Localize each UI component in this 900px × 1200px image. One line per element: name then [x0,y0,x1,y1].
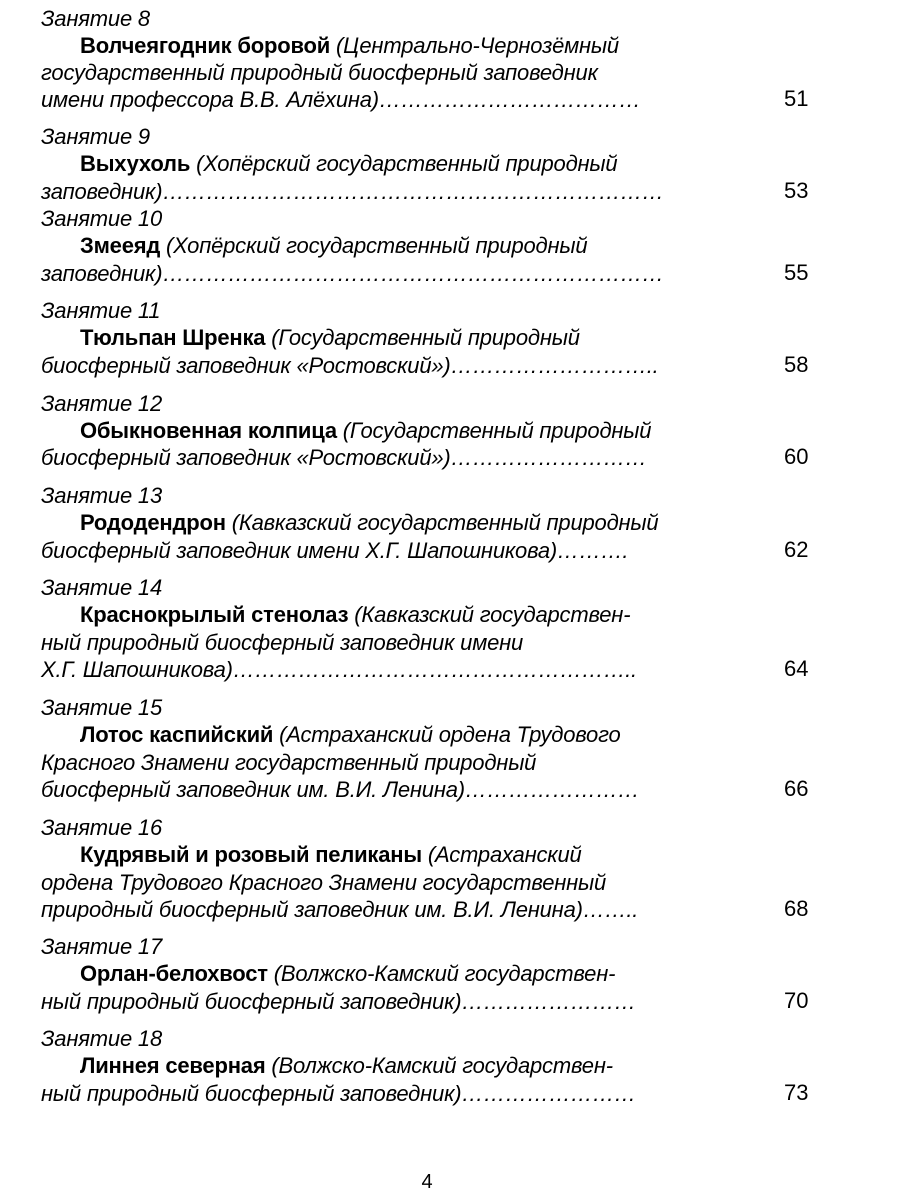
page-number: 73 [784,1080,809,1105]
entry-text: (Государственный природный [265,325,580,350]
entry-first-line [80,233,587,259]
page-number: 55 [784,260,809,285]
entry-text: Х.Г. Шапошникова)……………………………………………….. [41,657,637,682]
lesson-label: Занятие 15 [41,695,162,720]
entry-text: (Кавказский государствен- [348,602,631,627]
entry-title: Тюльпан Шренка [80,325,266,350]
lesson-label: Занятие 14 [41,575,162,600]
entry-first-line [80,602,630,628]
entry-title: Линнея северная [80,1053,266,1078]
entry-text: ный природный биосферный заповедник)…………………… [41,1081,636,1106]
entry-text: биосферный заповедник им. В.И. Ленина)…………………… [41,777,640,802]
entry-text: ордена Трудового Красного Знамени государственный [41,870,607,895]
entry-first-line [80,418,651,444]
page-number: 70 [784,988,809,1013]
entry-text: биосферный заповедник «Ростовский»)……………………… [41,445,647,470]
page-number: 51 [784,86,809,111]
entry-first-line [80,33,619,59]
entry-text: (Астраханский ордена Трудового [273,722,621,747]
entry-text: ный природный биосферный заповедник имени [41,630,524,655]
entry-text: (Астраханский [421,842,582,867]
entry-first-line [80,961,615,987]
entry-title: Рододендрон [80,510,226,535]
page-number: 53 [784,178,809,203]
entry-title: Выхухоль [80,151,191,176]
entry-text: (Волжско-Камский государствен- [265,1053,613,1078]
entry-first-line [80,722,621,748]
entry-title: Лотос каспийский [80,722,274,747]
page-number: 64 [784,656,809,681]
lesson-label: Занятие 17 [41,934,162,959]
entry-text: (Хопёрский государственный природный [160,233,588,258]
page-number: 62 [784,537,809,562]
entry-text: биосферный заповедник имени Х.Г. Шапошникова)………. [41,538,629,563]
entry-text: (Центрально-Чернозёмный [330,33,619,58]
lesson-label: Занятие 16 [41,815,162,840]
entry-text: (Волжско-Камский государствен- [267,961,616,986]
entry-title: Кудрявый и розовый пеликаны [80,842,422,867]
entry-text: имени профессора В.В. Алёхина)……………………………… [41,87,641,112]
entry-title: Краснокрылый стенолаз [80,602,349,627]
page-number: 68 [784,896,809,921]
entry-text: заповедник)…………………………………………………………… [41,179,664,204]
lesson-label: Занятие 13 [41,483,162,508]
lesson-label: Занятие 18 [41,1026,162,1051]
lesson-label: Занятие 9 [41,124,150,149]
lesson-label: Занятие 11 [41,298,161,323]
entry-text: Красного Знамени государственный природный [41,750,537,775]
entry-text: (Хопёрский государственный природный [190,151,618,176]
entry-text: ный природный биосферный заповедник)…………………… [41,989,636,1014]
lesson-label: Занятие 12 [41,391,162,416]
entry-text: природный биосферный заповедник им. В.И. Ленина)…….. [41,897,639,922]
entry-title: Змееяд [80,233,161,258]
entry-text: государственный природный биосферный заповедник [41,60,598,85]
entry-text: заповедник)…………………………………………………………… [41,261,664,286]
entry-first-line [80,842,582,868]
entry-text: (Кавказский государственный природный [225,510,659,535]
page-number: 66 [784,776,809,801]
entry-text: биосферный заповедник «Ростовский»)……………………….. [41,353,659,378]
page-number: 60 [784,444,809,469]
entry-first-line [80,325,580,351]
entry-title: Орлан-белохвост [80,961,268,986]
entry-first-line [80,1053,613,1079]
lesson-label: Занятие 10 [41,206,162,231]
entry-title: Волчеягодник боровой [80,33,331,58]
entry-first-line [80,151,617,177]
footer-page-number: 4 [421,1171,433,1193]
page-number: 58 [784,352,809,377]
lesson-label: Занятие 8 [41,6,150,31]
entry-text: (Государственный природный [336,418,652,443]
entry-title: Обыкновенная колпица [80,418,337,443]
entry-first-line [80,510,658,536]
